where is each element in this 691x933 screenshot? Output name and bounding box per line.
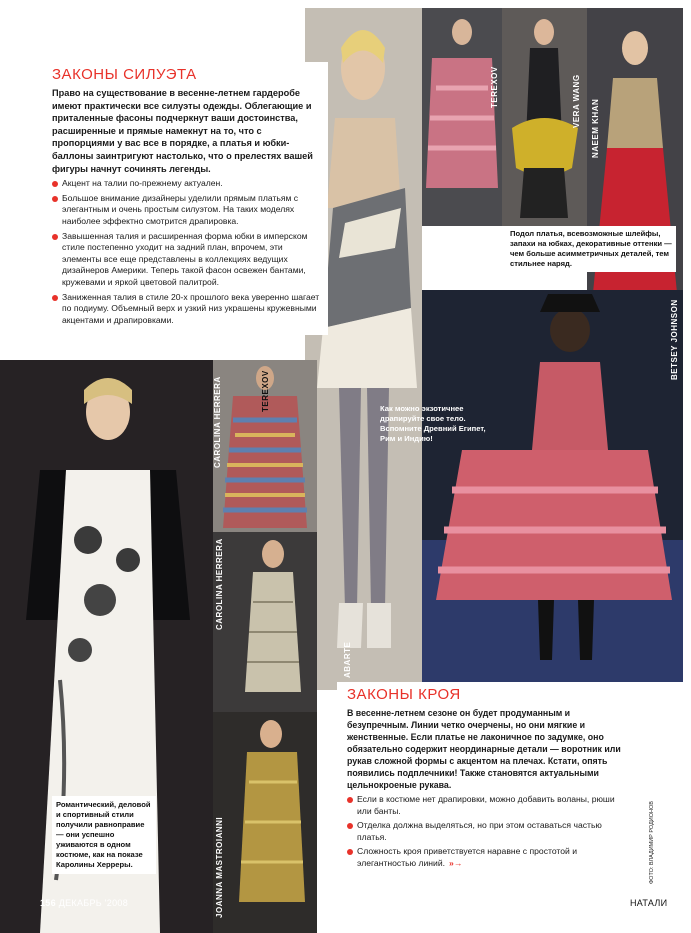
- photo-terexov-pink-ruffles: [422, 8, 502, 226]
- designer-label-terexov-top: TEREXOV: [490, 66, 499, 108]
- photo-betsey-johnson-pink: [422, 290, 683, 682]
- designer-label-betsey-johnson: BETSEY JOHNSON: [670, 299, 679, 380]
- photo-credit: ФОТО: ВЛАДИМИР РОДИОНОВ: [649, 801, 655, 884]
- cut-bullet: [347, 846, 631, 869]
- designer-label-terexov-mid: TEREXOV: [261, 370, 270, 412]
- designer-label-naeem-khan: NAEEM KHAN: [591, 98, 600, 158]
- caption-exotic: Как можно экзотичнее драпируйте свое тело. Вспомните Древний Египет, Рим и Индию!: [380, 404, 486, 443]
- cut-lead: В весенне-летнем сезоне он будет продуманным и безупречным. Линии четко очерчены, но они мягкие и женственные. Если платье не лаконичное по задумке, оно обязательно содержит неординарные детали — воротник или рукав сложной формы с акцентом на плечах. Кстати, опять появились подплечники! Также становятся актуальными цельнокроеные рукава.: [347, 708, 621, 790]
- end-of-article-mark: »→: [449, 857, 463, 868]
- cut-bullet: Если в костюме нет драпировки, можно добавить воланы, рюши или банты.: [347, 794, 631, 817]
- designer-label-carolina-herrera-1: CAROLINA HERRERA: [213, 376, 222, 468]
- silhouette-bullet-list: [52, 178, 322, 326]
- page-number: 156: [40, 898, 56, 908]
- designer-label-vera-wang: VERA WANG: [572, 74, 581, 128]
- caption-hem: Подол платья, всевозможные шлейфы, запахи на юбках, декоративные оттенки — чем больше асимметричных деталей, тем стильнее наряд.: [506, 226, 676, 272]
- cut-bullet-text: Сложность кроя приветствуется наравне с простотой и элегантностью линий.: [357, 846, 578, 868]
- photo-mastroianni-gold: [213, 712, 317, 933]
- designer-label-carolina-herrera-2: CAROLINA HERRERA: [215, 538, 224, 630]
- page-footer-left: [40, 898, 128, 908]
- cut-heading: ЗАКОНЫ КРОЯ: [347, 686, 461, 703]
- issue-date: ДЕКАБРЬ '2008: [58, 898, 129, 908]
- photo-herrera-beige-dress: [213, 532, 317, 712]
- silhouette-bullet: Завышенная талия и расширенная форма юбки в имперском стиле постепенно уходит на задний план, впрочем, эти элементы все еще представлены в коллекциях ведущих дизайнеров Америки. Теперь такой фасон освежен бантами, кружевами и яркой цветовой палитрой.: [52, 231, 322, 289]
- designer-label-joanna-mastroianni: JOANNA MASTROIANNI: [215, 816, 224, 918]
- cut-section: [337, 682, 637, 879]
- silhouette-bullet: Акцент на талии по-прежнему актуален.: [52, 178, 322, 190]
- photo-terexov-multicolor-fringe: [213, 360, 317, 532]
- silhouette-lead: Право на существование в весенне-летнем гардеробе имеют практически все силуэты одежды. Облегающие и приталенные фасоны подчеркнут ваши достоинства, расширенные и прямые намекнут на то, что с пропорциями у вас все в порядке, а платья и юбки-баллоны заинтригуют настолько, что о прелестях вашей фигуры начнут сочинять легенды.: [52, 88, 313, 174]
- silhouette-bullet: Заниженная талия в стиле 20-х прошлого века уверенно шагает по подиуму. Объемный верх и узкий низ украшены кружевными акцентами и драпировками.: [52, 292, 322, 327]
- silhouette-heading: ЗАКОНЫ СИЛУЭТА: [52, 66, 197, 83]
- caption-romantic: Романтический, деловой и спортивный стили получили равноправие — они успешно уживаются в одном костюме, как на показе Каролины Херреры.: [52, 796, 156, 874]
- cut-bullet: Отделка должна выделяться, но при этом оставаться частью платья.: [347, 820, 631, 843]
- magazine-name: НАТАЛИ: [630, 898, 668, 908]
- silhouette-section: [40, 62, 328, 335]
- photo-vera-wang-yellow: [502, 8, 587, 226]
- cut-bullet-list: [347, 794, 631, 870]
- silhouette-bullet: Большое внимание дизайнеры уделили прямым платьям с элегантным и очень простым силуэтом. На таких моделях наиболее эффектно смотрится драпировка.: [52, 193, 322, 228]
- designer-label-abarte: ABARTE: [343, 641, 352, 678]
